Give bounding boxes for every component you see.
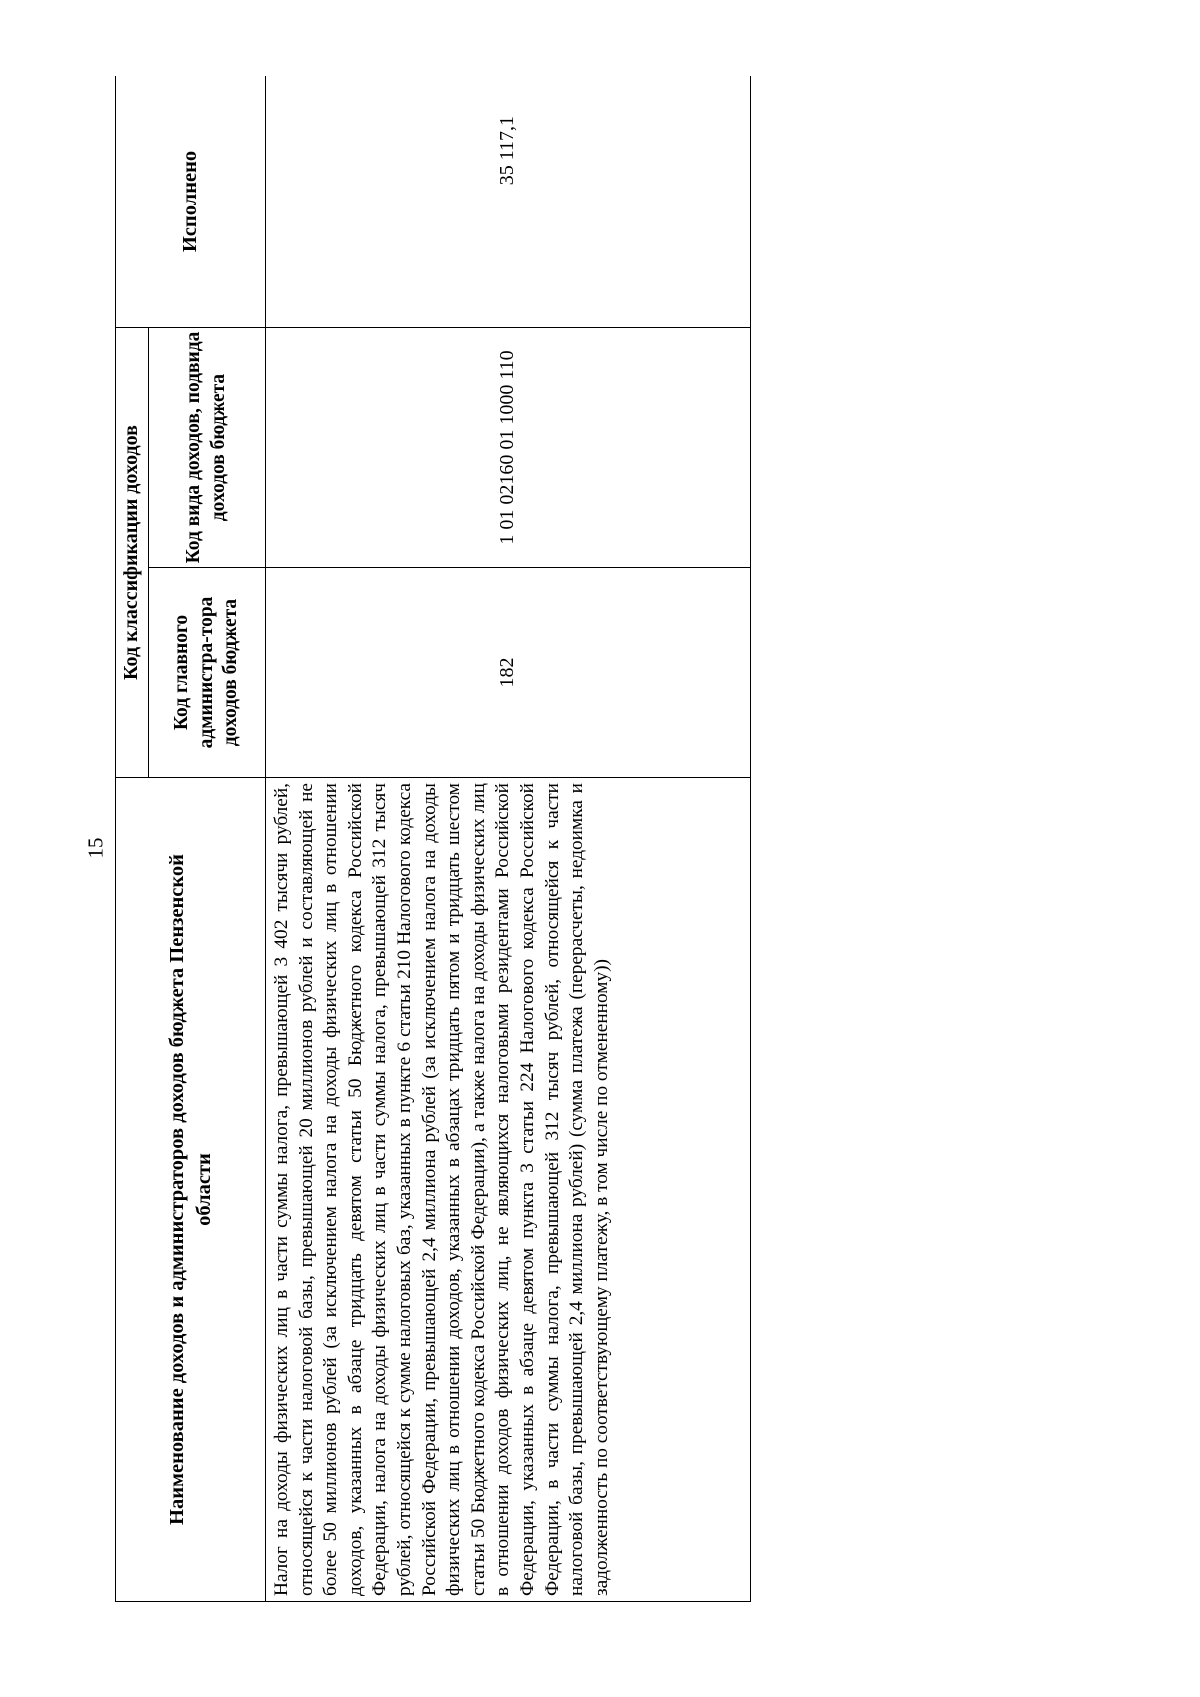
header-row-1 xyxy=(116,76,149,1602)
table-rotation-wrapper xyxy=(115,76,751,1602)
header-admin-code: Код главного администра-тора доходов бюджета xyxy=(149,568,266,778)
page-number: 15 xyxy=(83,837,108,859)
header-executed: Исполнено xyxy=(116,76,266,327)
income-name-cell: Налог на доходы физических лиц в части суммы налога, превышающей 3 402 тысячи рублей, относящейся к части налоговой базы, превышающей 20 миллионов рублей и составляющей не более 50 миллионов рублей (за исключением налога на доходы физических лиц в отношении доходов, указанных в абзаце тридцать девятом статьи 50 Бюджетного кодекса Российской Федерации, налога на доходы физических лиц в части суммы налога, превышающей 312 тысяч рублей, относящейся к сумме налоговых баз, указанных в пункте 6 статьи 210 Налогового кодекса Российской Федерации, превышающей 2,4 миллиона рублей (за исключением налога на доходы физических лиц в отношении доходов, указанных в абзацах тридцать пятом и тридцать шестом статьи 50 Бюджетного кодекса Российской Федерации), а также налога на доходы физических лиц в отношении доходов физических лиц, не являющихся налоговыми резидентами Российской Федерации, указанных в абзаце девятом пункта 3 статьи 224 Налогового кодекса Российской Федерации, в части суммы налога, превышающей 312 тысяч рублей, относящейся к части налоговой базы, превышающей 2,4 миллиона рублей) (сумма платежа (перерасчеты, недоимка и задолженность по соответствующему платежу, в том числе по отмененному)) xyxy=(266,778,751,1602)
executed-amount-cell: 35 117,1 xyxy=(266,76,751,327)
income-table xyxy=(115,76,751,1602)
header-income-code: Код вида доходов, подвида доходов бюджета xyxy=(149,327,266,567)
rotated-table-container xyxy=(115,76,751,1602)
header-name: Наименование доходов и администраторов доходов бюджета Пензенской области xyxy=(116,778,266,1602)
admin-code-cell: 182 xyxy=(266,568,751,778)
table-row xyxy=(266,76,751,1602)
header-classification-group: Код классификации доходов xyxy=(116,327,149,777)
income-code-cell: 1 01 02160 01 1000 110 xyxy=(266,327,751,567)
